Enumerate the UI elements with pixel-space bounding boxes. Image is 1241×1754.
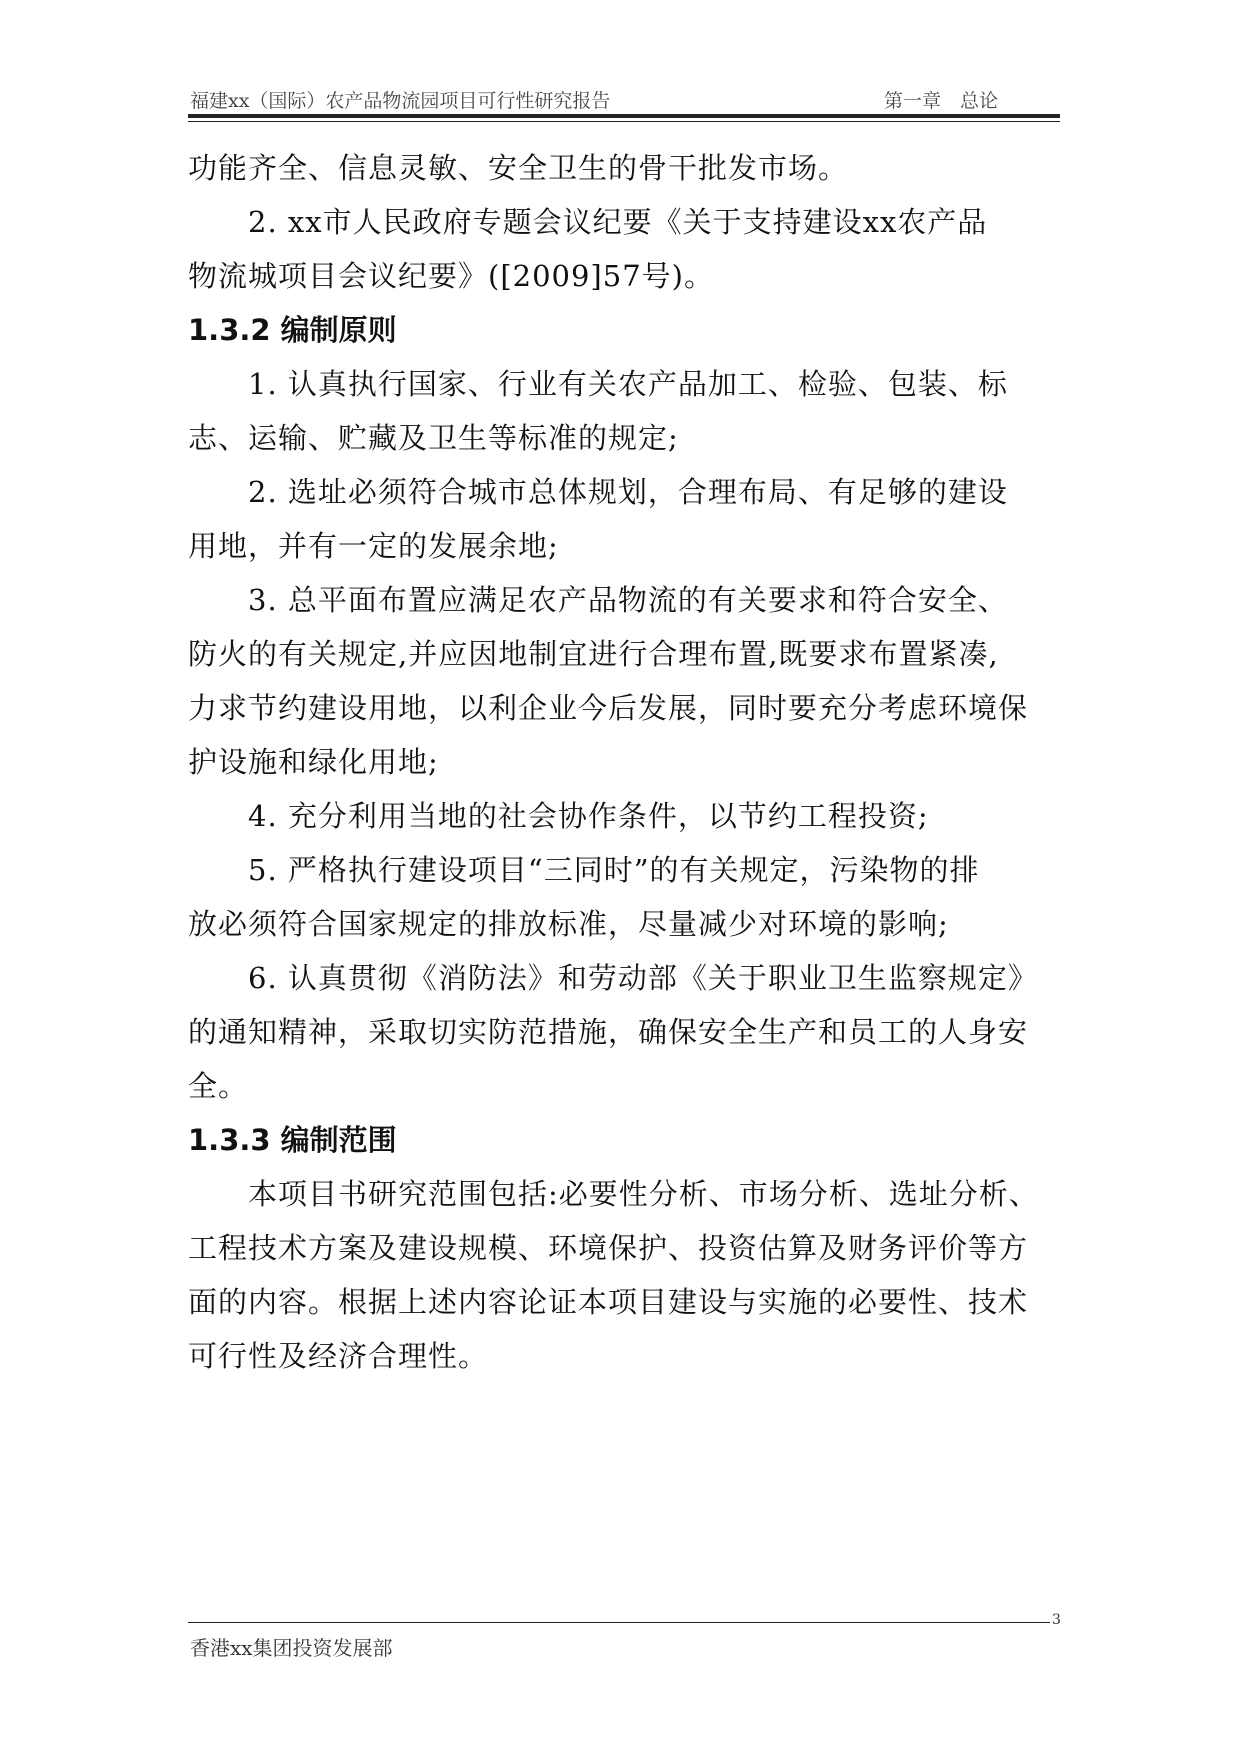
- principle-item-4: 4. 充分利用当地的社会协作条件，以节约工程投资;: [248, 799, 929, 833]
- scope-paragraph-line-1: 本项目书研究范围包括:必要性分析、市场分析、选址分析、: [248, 1177, 1039, 1211]
- list-item-2-meeting-cont: 物流城项目会议纪要》([2009]57号)。: [188, 259, 714, 293]
- principle-item-3-cont-3: 护设施和绿化用地;: [188, 745, 439, 779]
- page-header: [190, 86, 1060, 116]
- principle-item-3-cont-2: 力求节约建设用地，以利企业今后发展，同时要充分考虑环境保: [188, 691, 1029, 725]
- principle-item-3: 3. 总平面布置应满足农产品物流的有关要求和符合安全、: [248, 583, 1008, 617]
- principle-item-6-cont-1: 的通知精神，采取切实防范措施，确保安全生产和员工的人身安: [188, 1015, 1029, 1049]
- principle-item-1: 1. 认真执行国家、行业有关农产品加工、检验、包装、标: [248, 367, 1008, 401]
- header-title: 福建xx（国际）农产品物流园项目可行性研究报告: [190, 90, 611, 112]
- principle-item-3-cont-1: 防火的有关规定,并应因地制宜进行合理布置,既要求布置紧凑,: [188, 637, 999, 671]
- scope-paragraph-line-2: 工程技术方案及建设规模、环境保护、投资估算及财务评价等方: [188, 1231, 1029, 1265]
- principle-item-5: 5. 严格执行建设项目“三同时”的有关规定，污染物的排: [248, 853, 980, 887]
- page-number: 3: [1052, 1612, 1061, 1628]
- header-chapter: 第一章 总论: [883, 90, 998, 112]
- header-rule: [188, 114, 1060, 118]
- header-rule-thin: [188, 121, 1060, 122]
- principle-item-6: 6. 认真贯彻《消防法》和劳动部《关于职业卫生监察规定》: [248, 961, 1038, 995]
- principle-item-2: 2. 选址必须符合城市总体规划，合理布局、有足够的建设: [248, 475, 1008, 509]
- body-line-continuation: 功能齐全、信息灵敏、安全卫生的骨干批发市场。: [188, 151, 849, 185]
- principle-item-1-cont: 志、运输、贮藏及卫生等标准的规定;: [188, 421, 679, 455]
- list-item-2-meeting: 2. xx市人民政府专题会议纪要《关于支持建设xx农产品: [248, 205, 988, 239]
- principle-item-5-cont: 放必须符合国家规定的排放标准，尽量减少对环境的影响;: [188, 907, 949, 941]
- section-heading-principles: 1.3.2 编制原则: [188, 313, 397, 347]
- principle-item-6-cont-2: 全。: [188, 1069, 249, 1103]
- footer-organization: 香港xx集团投资发展部: [190, 1636, 393, 1660]
- scope-paragraph-line-3: 面的内容。根据上述内容论证本项目建设与实施的必要性、技术: [188, 1285, 1029, 1319]
- footer-rule: [188, 1622, 1050, 1623]
- principle-item-2-cont: 用地，并有一定的发展余地;: [188, 529, 559, 563]
- scope-paragraph-line-4: 可行性及经济合理性。: [188, 1339, 489, 1373]
- section-heading-scope: 1.3.3 编制范围: [188, 1123, 397, 1157]
